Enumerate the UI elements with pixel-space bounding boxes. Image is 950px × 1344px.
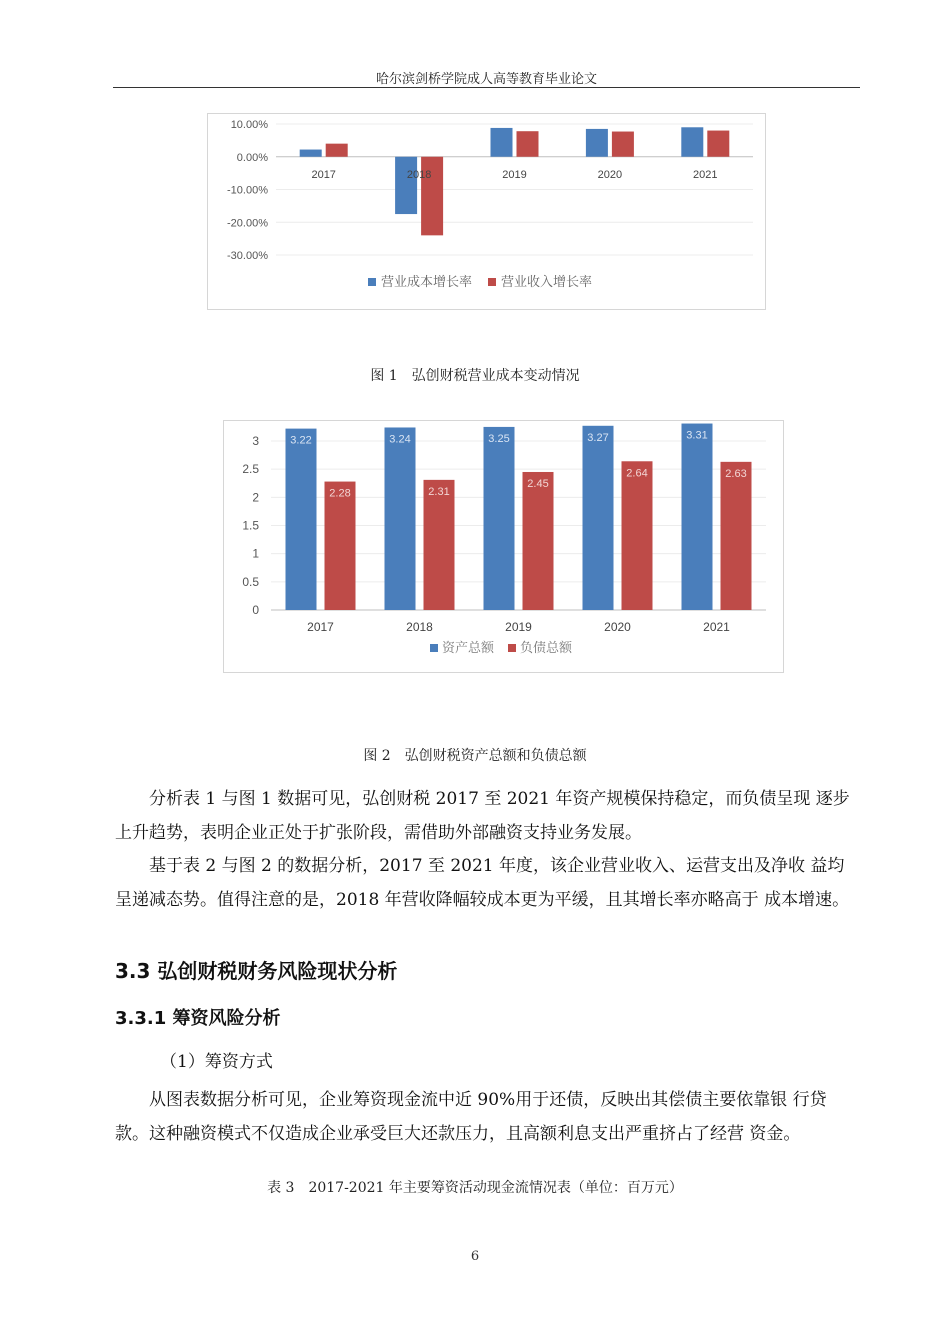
y-tick-label: -20.00% bbox=[227, 217, 268, 230]
legend-swatch bbox=[508, 644, 516, 652]
legend-swatch bbox=[488, 278, 496, 286]
subsection-heading-3-3-1: 3.3.1 筹资风险分析 bbox=[115, 1008, 281, 1029]
legend-swatch bbox=[368, 278, 376, 286]
x-tick-label: 2017 bbox=[311, 168, 336, 181]
legend-label: 负债总额 bbox=[520, 641, 573, 656]
x-tick-label: 2020 bbox=[604, 620, 631, 634]
header-rule bbox=[113, 87, 860, 88]
bar-total-liabilities bbox=[622, 461, 653, 610]
legend-label: 资产总额 bbox=[442, 641, 495, 656]
x-tick-label: 2020 bbox=[597, 168, 623, 181]
bar-revenue-growth bbox=[517, 131, 539, 157]
data-label: 2.31 bbox=[428, 485, 450, 498]
bar-cost-growth bbox=[586, 129, 608, 157]
x-tick-label: 2018 bbox=[406, 620, 433, 634]
x-tick-label: 2018 bbox=[406, 168, 432, 181]
figure-1-caption: 图 1 弘创财税营业成本变动情况 bbox=[370, 368, 580, 384]
data-label: 3.31 bbox=[686, 429, 708, 442]
y-tick-label: 2 bbox=[252, 490, 259, 505]
bar-total-assets bbox=[385, 427, 416, 610]
y-tick-label: 3 bbox=[252, 434, 259, 448]
paragraph-2: 基于表 2 与图 2 的数据分析，2017 至 2021 年度，该企业营业收入、运营支出及净收 益均呈递减态势。值得注意的是，2018 年营收降幅较成本更为平缓，且其增长率亦略高于 成本增速。 bbox=[115, 856, 850, 910]
legend-label: 营业收入增长率 bbox=[501, 275, 593, 290]
bar-revenue-growth bbox=[326, 144, 348, 157]
bar-cost-growth bbox=[681, 127, 703, 156]
y-tick-label: -10.00% bbox=[227, 184, 268, 197]
section-heading-3-3: 3.3 弘创财税财务风险现状分析 bbox=[115, 959, 398, 983]
page-number: 6 bbox=[470, 1249, 480, 1264]
y-tick-label: 1.5 bbox=[242, 518, 259, 533]
bar-cost-growth bbox=[300, 150, 322, 157]
figure-1-chart bbox=[207, 113, 766, 310]
growth-rate-bar-chart bbox=[208, 114, 765, 309]
bar-total-assets bbox=[583, 426, 614, 610]
bar-cost-growth bbox=[491, 128, 513, 157]
data-label: 2.28 bbox=[329, 487, 351, 500]
y-tick-label: -30.00% bbox=[227, 250, 268, 262]
x-tick-label: 2021 bbox=[703, 620, 730, 634]
bar-total-assets bbox=[286, 429, 317, 610]
paragraph-3: 从图表数据分析可见，企业筹资现金流中近 90%用于还债，反映出其偿债主要依靠银 行贷款。这种融资模式不仅造成企业承受巨大还款压力，且高额利息支出严重挤占了经营 资金。 bbox=[115, 1090, 827, 1144]
bar-revenue-growth bbox=[707, 131, 729, 157]
bar-cost-growth bbox=[395, 157, 417, 214]
x-tick-label: 2019 bbox=[505, 620, 532, 634]
bar-total-liabilities bbox=[523, 472, 554, 610]
running-header: 哈尔滨剑桥学院成人高等教育毕业论文 bbox=[375, 72, 597, 87]
data-label: 2.64 bbox=[626, 467, 648, 480]
bar-total-liabilities bbox=[424, 480, 455, 610]
table-3-caption: 表 3 2017-2021 年主要筹资活动现金流情况表（单位：百万元） bbox=[267, 1180, 683, 1196]
data-label: 3.27 bbox=[587, 431, 609, 444]
y-tick-label: 0 bbox=[252, 603, 259, 617]
figure-2-caption: 图 2 弘创财税资产总额和负债总额 bbox=[363, 748, 587, 764]
x-tick-label: 2021 bbox=[693, 168, 718, 181]
y-tick-label: 0.5 bbox=[242, 574, 259, 589]
y-tick-label: 2.5 bbox=[242, 462, 259, 477]
x-tick-label: 2019 bbox=[502, 168, 527, 181]
y-tick-label: 1 bbox=[252, 546, 259, 561]
y-tick-label: 10.00% bbox=[230, 119, 268, 131]
paragraph-1: 分析表 1 与图 1 数据可见，弘创财税 2017 至 2021 年资产规模保持稳定，而负债呈现 逐步上升趋势，表明企业正处于扩张阶段，需借助外部融资支持业务发展。 bbox=[115, 789, 850, 843]
bar-revenue-growth bbox=[612, 132, 634, 157]
bar-total-assets bbox=[484, 427, 515, 610]
data-label: 3.25 bbox=[488, 432, 510, 445]
data-label: 2.45 bbox=[527, 477, 549, 490]
sub-heading-financing-method: （1）筹资方式 bbox=[160, 1052, 273, 1072]
legend-swatch bbox=[430, 644, 438, 652]
data-label: 3.22 bbox=[290, 434, 312, 447]
assets-liabilities-bar-chart bbox=[224, 421, 783, 672]
data-label: 2.63 bbox=[725, 467, 747, 480]
bar-total-liabilities bbox=[721, 462, 752, 610]
x-tick-label: 2017 bbox=[307, 620, 334, 634]
y-tick-label: 0.00% bbox=[236, 151, 268, 164]
figure-2-chart bbox=[223, 420, 784, 673]
data-label: 3.24 bbox=[389, 433, 411, 446]
bar-total-assets bbox=[682, 424, 713, 610]
bar-total-liabilities bbox=[325, 482, 356, 610]
legend-label: 营业成本增长率 bbox=[381, 275, 473, 290]
